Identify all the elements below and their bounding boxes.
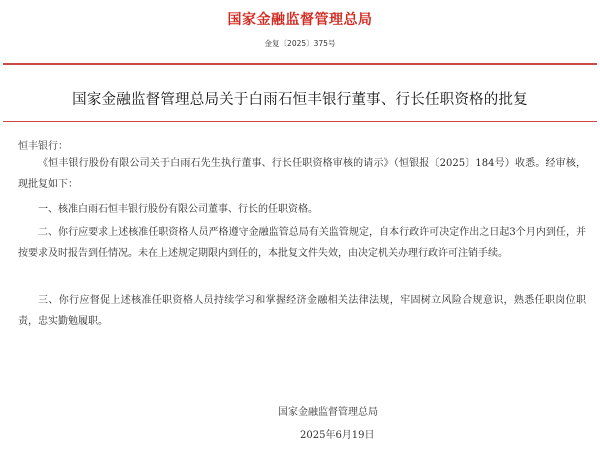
item-three-paragraph [18, 290, 586, 332]
intro-paragraph-text: 《恒丰银行股份有限公司关于白雨石先生执行董事、行长任职资格审核的请示》（恒银报〔2025〕184号）收悉。经审核，现批复如下： [18, 158, 586, 190]
item-one-paragraph [18, 199, 586, 220]
header-divider [3, 63, 597, 65]
intro-paragraph [18, 153, 586, 195]
item-two-text: 二、你行应要求上述核准任职资格人员严格遵守金融监管总局有关监管规定，自本行政许可决定作出之日起3个月内到任，并按要求及时报告到任情况。未在上述规定期限内到任的，本批复文件失效，由决定机关办理行政许可注销手续。 [18, 227, 586, 259]
issuer-header: 国家金融监督管理总局 [227, 12, 373, 28]
document-title: 国家金融监督管理总局关于白雨石恒丰银行董事、行长任职资格的批复 [72, 92, 528, 108]
item-two-paragraph [18, 222, 586, 264]
salutation: 恒丰银行： [18, 141, 68, 152]
closing-organization: 国家金融监督管理总局 [278, 407, 378, 418]
item-one-text: 一、核准白雨石恒丰银行股份有限公司董事、行长的任职资格。 [38, 204, 318, 215]
document-number: 金复〔2025〕375号 [264, 39, 336, 48]
closing-date: 2025年6月19日 [300, 430, 375, 441]
item-three-text: 三、你行应督促上述核准任职资格人员持续学习和掌握经济金融相关法律法规，牢固树立风险合规意识，熟悉任职岗位职责，忠实勤勉履职。 [18, 295, 586, 327]
title-divider [3, 121, 597, 122]
